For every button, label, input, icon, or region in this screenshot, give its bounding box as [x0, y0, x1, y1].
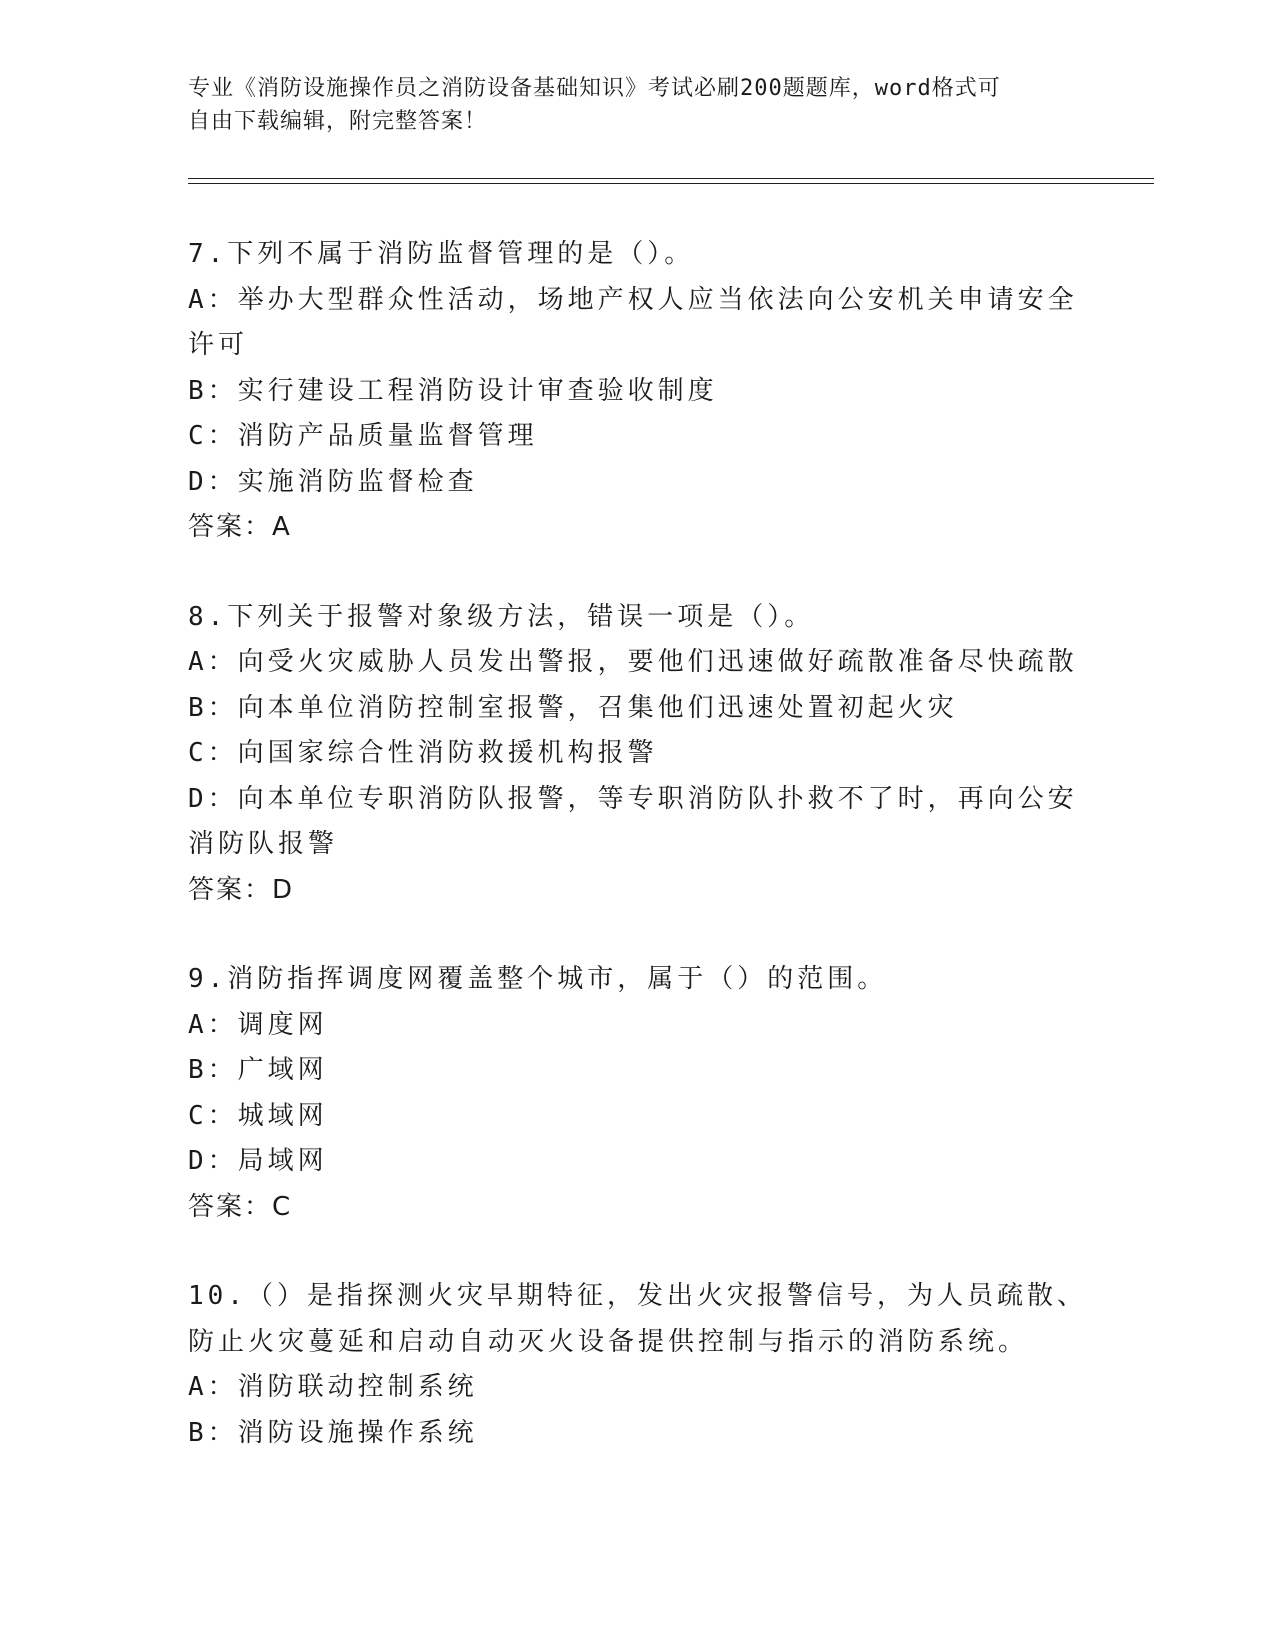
- option-c: C：消防产品质量监督管理: [188, 421, 538, 451]
- answer-line: [188, 505, 1088, 551]
- answer-value: D: [272, 874, 294, 905]
- option-b: B：实行建设工程消防设计审查验收制度: [188, 375, 718, 406]
- question-list: [188, 232, 1088, 1500]
- answer-value: C: [272, 1191, 292, 1222]
- option-a: A：举办大型群众性活动，场地产权人应当依法向公安机关申请安全许可: [188, 284, 1078, 360]
- answer-line: [188, 1185, 1088, 1231]
- header-line-2: 自由下载编辑，附完整答案！: [188, 109, 488, 134]
- option-a: A：调度网: [188, 1009, 328, 1040]
- answer-label: 答案：: [188, 1191, 273, 1222]
- answer-label: 答案：: [188, 874, 273, 905]
- header-divider-bottom: [188, 183, 1154, 184]
- answer-line: [188, 868, 1088, 914]
- header-line-1: 专业《消防设施操作员之消防设备基础知识》考试必刷200题题库，word格式可: [188, 76, 1001, 101]
- option-b: B：向本单位消防控制室报警，召集他们迅速处置初起火灾: [188, 692, 958, 723]
- question-stem: 9.消防指挥调度网覆盖整个城市，属于（）的范围。: [188, 964, 888, 994]
- answer-label: 答案：: [188, 512, 273, 542]
- question-10: [188, 1274, 1088, 1456]
- option-c: C：向国家综合性消防救援机构报警: [188, 738, 658, 768]
- answer-value: A: [272, 512, 291, 542]
- question-7: [188, 232, 1088, 551]
- option-d: D：局域网: [188, 1146, 328, 1176]
- option-a: A：消防联动控制系统: [188, 1372, 478, 1402]
- option-b: B：消防设施操作系统: [188, 1417, 478, 1448]
- option-c: C：城域网: [188, 1100, 328, 1131]
- question-stem: 8.下列关于报警对象级方法，错误一项是（）。: [188, 601, 815, 632]
- question-8: [188, 595, 1088, 914]
- question-stem: 10.（）是指探测火灾早期特征，发出火灾报警信号，为人员疏散、防止火灾蔓延和启动自动灭火设备提供控制与指示的消防系统。: [188, 1281, 1087, 1357]
- option-d: D：向本单位专职消防队报警，等专职消防队扑救不了时，再向公安消防队报警: [188, 783, 1078, 859]
- option-d: D：实施消防监督检查: [188, 466, 478, 497]
- document-header: [188, 72, 1068, 138]
- header-divider-top: [188, 178, 1154, 179]
- question-stem: 7.下列不属于消防监督管理的是（）。: [188, 239, 695, 269]
- question-9: [188, 957, 1088, 1230]
- option-b: B：广域网: [188, 1055, 328, 1085]
- option-a: A：向受火灾威胁人员发出警报，要他们迅速做好疏散准备尽快疏散: [188, 647, 1078, 677]
